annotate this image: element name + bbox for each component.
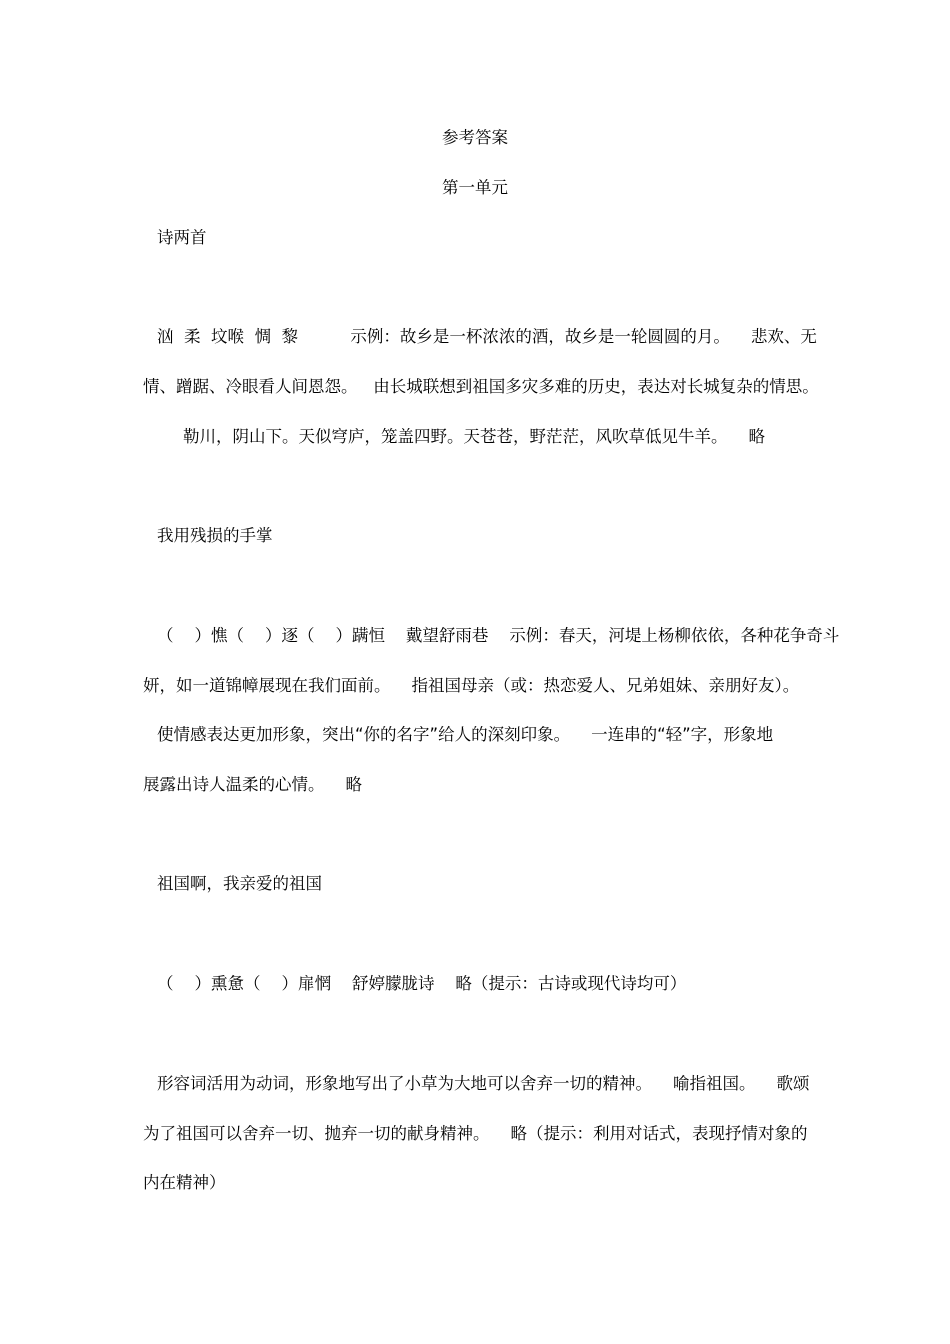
- section-heading-motherland: 祖国啊，我亲爱的祖国: [157, 874, 322, 893]
- section-heading-poems: 诗两首: [157, 228, 207, 247]
- answer-line: 使情感表达更加形象，突出“你的名字”给人的深刻印象。 一连串的“轻”字，形象地: [157, 725, 774, 744]
- section-heading-palm: 我用残损的手掌: [157, 526, 273, 545]
- answer-line: 勒川，阴山下。天似穹庐，笼盖四野。天苍苍，野茫茫，风吹草低见牛羊。 略: [183, 427, 765, 446]
- answer-line: 展露出诗人温柔的心情。 略: [143, 775, 362, 794]
- answer-line: 情、蹭踞、冷眼看人间恩怨。 由长城联想到祖国多灾多难的历史，表达对长城复杂的情思。: [143, 377, 819, 396]
- answer-line: （ ）熏惫（ ）扉惘 舒婷朦胧诗 略（提示：古诗或现代诗均可）: [157, 974, 687, 993]
- answer-line: 内在精神）: [143, 1173, 226, 1192]
- answer-line: 汹 柔 坟喉 惆 黎 示例：故乡是一杯浓浓的酒，故乡是一轮圆圆的月。 悲欢、无: [157, 327, 817, 346]
- page-title: 参考答案: [442, 128, 508, 147]
- answer-line: 形容词活用为动词，形象地写出了小草为大地可以舍弃一切的精神。 喻指祖国。 歌颂: [157, 1074, 810, 1093]
- unit-title: 第一单元: [442, 178, 508, 197]
- answer-line: 为了祖国可以舍弃一切、抛弃一切的献身精神。 略（提示：利用对话式，表现抒情对象的: [143, 1124, 808, 1143]
- answer-line: （ ）憔（ ）逐（ ）蹒恒 戴望舒雨巷 示例：春天，河堤上杨柳依依，各种花争奇斗: [157, 626, 840, 645]
- answer-line: 妍，如一道锦幛展现在我们面前。 指祖国母亲（或：热恋爱人、兄弟姐妹、亲朋好友）。: [143, 676, 800, 695]
